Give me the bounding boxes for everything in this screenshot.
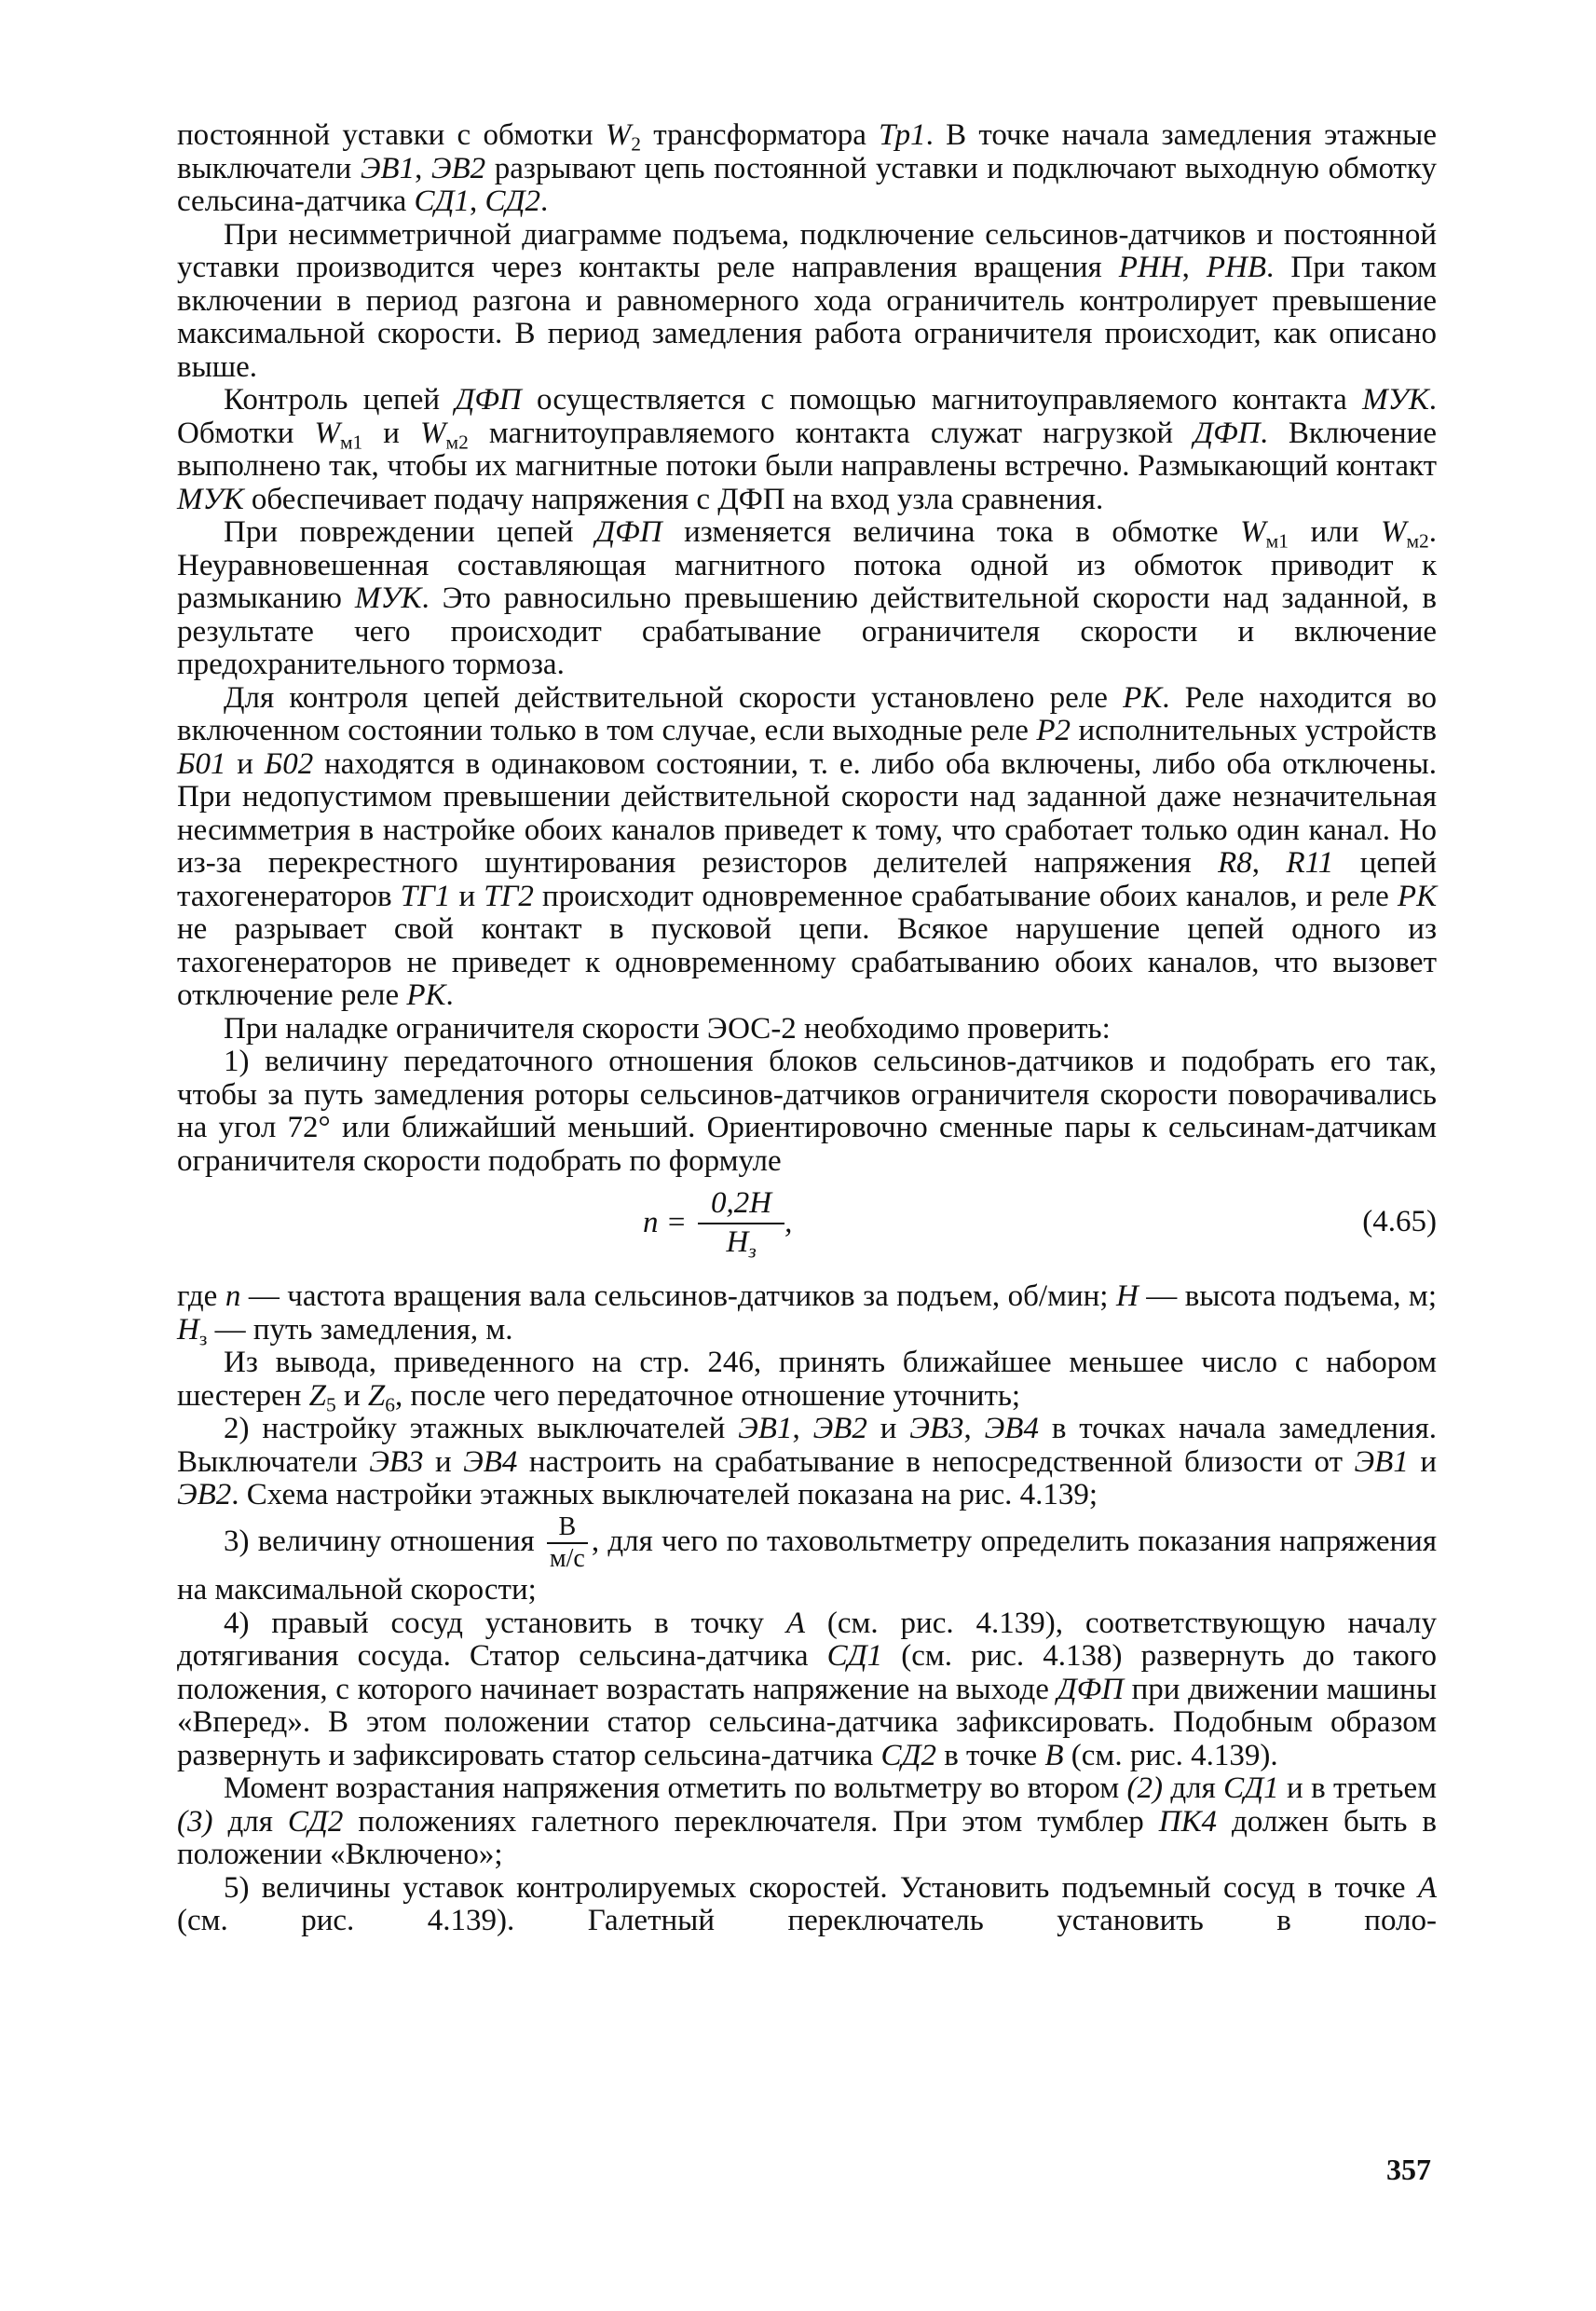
- paragraph: Контроль цепей ДФП осуществляется с помощью магнитоуправляемого контакта МУК. Обмотки $W_{м1}$ и $W_{м2}$ магнитоуправляемого контакта служат нагрузкой ДФП. Включение выполнено так, чтобы их магнитные потоки были направлены встречно. Размыкающий контакт МУК обеспечивает подачу напряжения с ДФП на вход узла сравнения.: [177, 383, 1437, 516]
- paragraph: 3) величину отношения $\frac{В}{м/с}$ , для чего по таховольтметру определить показания напряжения на максимальной скорости;: [177, 1511, 1437, 1607]
- italic-symbol: n: [225, 1279, 241, 1313]
- formula-subscript: з: [748, 1238, 757, 1262]
- italic-symbol: А: [1417, 1870, 1437, 1905]
- italic-symbol: ЭВ2: [812, 1412, 867, 1445]
- italic-symbol: А: [785, 1606, 805, 1640]
- italic-symbol: ПК4: [1158, 1804, 1217, 1839]
- subscript: з: [198, 1326, 208, 1349]
- italic-symbol: ЭВ4: [984, 1412, 1039, 1445]
- fraction-denominator: м/с: [549, 1543, 585, 1573]
- page-body: [177, 119, 1437, 1938]
- paragraph: Из вывода, приведенного на стр. 246, принять ближайшее меньшее число с набором шестерен $Z_5$ и $Z_6$, после чего передаточное отношение уточнить;: [177, 1346, 1437, 1415]
- italic-symbol: МУК: [1362, 383, 1429, 417]
- subscript: 5: [326, 1392, 336, 1415]
- paragraph: При наладке ограничителя скорости ЭОС-2 необходимо проверить:: [224, 1011, 1111, 1046]
- fraction-numerator: В: [547, 1512, 588, 1544]
- italic-symbol: W: [1240, 515, 1266, 549]
- formula-equation: [643, 1186, 793, 1262]
- italic-symbol: ДФП: [455, 383, 522, 417]
- italic-symbol: МУК: [354, 581, 422, 615]
- italic-symbol: РК: [406, 978, 446, 1012]
- italic-symbol: В: [1044, 1738, 1064, 1772]
- italic-symbol: Б02: [264, 746, 314, 781]
- italic-symbol: Z: [367, 1378, 386, 1413]
- italic-symbol: ЭВ2: [430, 151, 486, 185]
- italic-symbol: ЭВ3: [909, 1412, 964, 1445]
- paragraph: Для контроля цепей действительной скорости установлено реле РК. Реле находится во включенном состоянии только в том случае, если выходные реле Р2 исполнительных устройств Б01 и Б02 находятся в одинаковом состоянии, т. е. либо оба включены, либо оба отключены. При недопустимом превышении действительной скорости над заданной даже незначительная несимметрия в настройке обоих каналов приведет к тому, что сработает только один канал. Но из-за перекрестного шунтирования резисторов делителей напряжения R8, R11 цепей тахогенераторов ТГ1 и ТГ2 происходит одновременное срабатывание обоих каналов, и реле РК не разрывает свой контакт в пусковой цепи. Всякое нарушение цепей одного из тахогенераторов не приведет к одновременному срабатыванию обоих каналов, что вызовет отключение реле РК.: [177, 680, 1437, 1012]
- italic-symbol: ЭВ1: [360, 151, 416, 185]
- paragraph: При повреждении цепей ДФП изменяется величина тока в обмотке $W_{м1}$ или $W_{м2}$. Неуравновешенная составляющая магнитного потока одной из обмоток приводит к размыканию МУК. Это равносильно превышению действительной скорости над заданной, в результате чего происходит срабатывание ограничителя скорости и включение предохранительного тормоза.: [177, 515, 1437, 681]
- italic-symbol: Б01: [177, 746, 226, 781]
- italic-symbol: РК: [1397, 879, 1437, 913]
- italic-symbol: ЭВ1: [738, 1412, 793, 1445]
- italic-symbol: W: [605, 118, 632, 152]
- italic-symbol: Р2: [1036, 714, 1071, 747]
- italic-symbol: МУК: [177, 482, 244, 516]
- formula-comma: ,: [784, 1205, 793, 1239]
- italic-symbol: СД2: [880, 1738, 936, 1772]
- italic-symbol: ТГ1: [400, 879, 451, 913]
- page-number: 357: [1386, 2153, 1431, 2186]
- italic-symbol: R8: [1218, 846, 1252, 880]
- subscript: 6: [385, 1392, 395, 1415]
- formula-numerator: 0,2H: [698, 1187, 784, 1224]
- italic-symbol: Z: [308, 1378, 327, 1413]
- italic-symbol: ЭВ4: [463, 1444, 518, 1479]
- italic-symbol: РК: [1123, 680, 1163, 715]
- formula-lhs: n =: [643, 1205, 688, 1239]
- formula-denominator: $H_з$: [726, 1224, 757, 1262]
- italic-symbol: СД2: [287, 1804, 344, 1839]
- italic-symbol: ЭВ2: [177, 1478, 232, 1511]
- italic-symbol: РНН: [1118, 251, 1182, 284]
- paragraph: Момент возрастания напряжения отметить по вольтметру во втором (2) для СД1 и в третьем (3) для СД2 положениях галетного переключателя. При этом тумблер ПК4 должен быть в положении «Включено»;: [177, 1771, 1438, 1871]
- formula-4-65: [177, 1182, 1437, 1275]
- italic-symbol: ДФП: [1057, 1672, 1124, 1706]
- paragraph: 5) величины уставок контролируемых скоростей. Установить подъемный сосуд в точке А (см. рис. 4.139). Галетный переключатель установить в поло-: [177, 1870, 1437, 1937]
- subscript: м1: [339, 430, 363, 453]
- paragraph: При несимметричной диаграмме подъема, подключение сельсинов-датчиков и постоянной уставки производится через контакты реле направления вращения РНН, РНВ. При таком включении в период разгона и равномерного хода ограничитель контролирует превышение максимальной скорости. В период замедления работа ограничителя происходит, как описано выше.: [177, 217, 1438, 384]
- italic-symbol: ЭВ1: [1354, 1444, 1409, 1479]
- paragraph: постоянной уставки с обмотки $W_2$ трансформатора Тр1. В точке начала замедления этажные выключатели ЭВ1, ЭВ2 разрывают цепь постоянной уставки и подключают выходную обмотку сельсина-датчика СД1, СД2.: [177, 118, 1437, 218]
- italic-symbol: H: [177, 1312, 199, 1347]
- italic-symbol: W: [420, 416, 446, 450]
- italic-symbol: (2): [1126, 1771, 1163, 1805]
- italic-symbol: СД1: [826, 1639, 883, 1673]
- inline-fraction: [547, 1512, 588, 1575]
- italic-symbol: СД1: [1223, 1771, 1279, 1805]
- paragraph: 4) правый сосуд установить в точку А (см. рис. 4.139), соответствующую началу дотягивания сосуда. Статор сельсина-датчика СД1 (см. рис. 4.138) развернуть до такого положения, с которого начинает возрастать напряжение на выходе ДФП при движении машины «Вперед». В этом положении статор сельсина-датчика зафиксировать. Подобным образом развернуть и зафиксировать статор сельсина-датчика СД2 в точке В (см. рис. 4.139).: [177, 1606, 1437, 1772]
- paragraph: 2) настройку этажных выключателей ЭВ1, ЭВ2 и ЭВ3, ЭВ4 в точках начала замедления. Выключатели ЭВ3 и ЭВ4 настроить на срабатывание в непосредственной близости от ЭВ1 и ЭВ2. Схема настройки этажных выключателей показана на рис. 4.139;: [177, 1412, 1438, 1511]
- paragraph: где n — частота вращения вала сельсинов-датчиков за подъем, об/мин; H — высота подъема, м; $H_з$ — путь замедления, м.: [177, 1279, 1437, 1349]
- italic-symbol: РНВ: [1206, 251, 1267, 284]
- equation-number: (4.65): [1362, 1205, 1437, 1238]
- subscript: м2: [445, 430, 469, 453]
- italic-symbol: (3): [177, 1804, 213, 1839]
- italic-symbol: СД1: [414, 185, 471, 218]
- italic-symbol: W: [314, 416, 340, 450]
- italic-symbol: W: [1380, 515, 1407, 549]
- subscript: м2: [1406, 529, 1429, 553]
- subscript: м1: [1265, 529, 1289, 553]
- italic-symbol: ДФП: [1194, 416, 1261, 450]
- italic-symbol: ДФП: [595, 515, 662, 549]
- formula-fraction: [698, 1186, 784, 1262]
- italic-symbol: СД2: [484, 185, 541, 218]
- italic-symbol: H: [1115, 1279, 1139, 1313]
- paragraph: 1) величину передаточного отношения блоков сельсинов-датчиков и подобрать его так, чтобы за путь замедления роторы сельсинов-датчиков ограничителя скорости поворачивались на угол 72° или ближайший меньший. Ориентировочно сменные пары к сельсинам-датчикам ограничителя скорости подобрать по формуле: [177, 1045, 1437, 1178]
- italic-symbol: ЭВ3: [369, 1444, 424, 1479]
- subscript: 2: [631, 132, 641, 156]
- italic-symbol: ТГ2: [484, 879, 534, 913]
- italic-symbol: Тр1: [879, 118, 926, 152]
- italic-symbol: R11: [1286, 846, 1334, 880]
